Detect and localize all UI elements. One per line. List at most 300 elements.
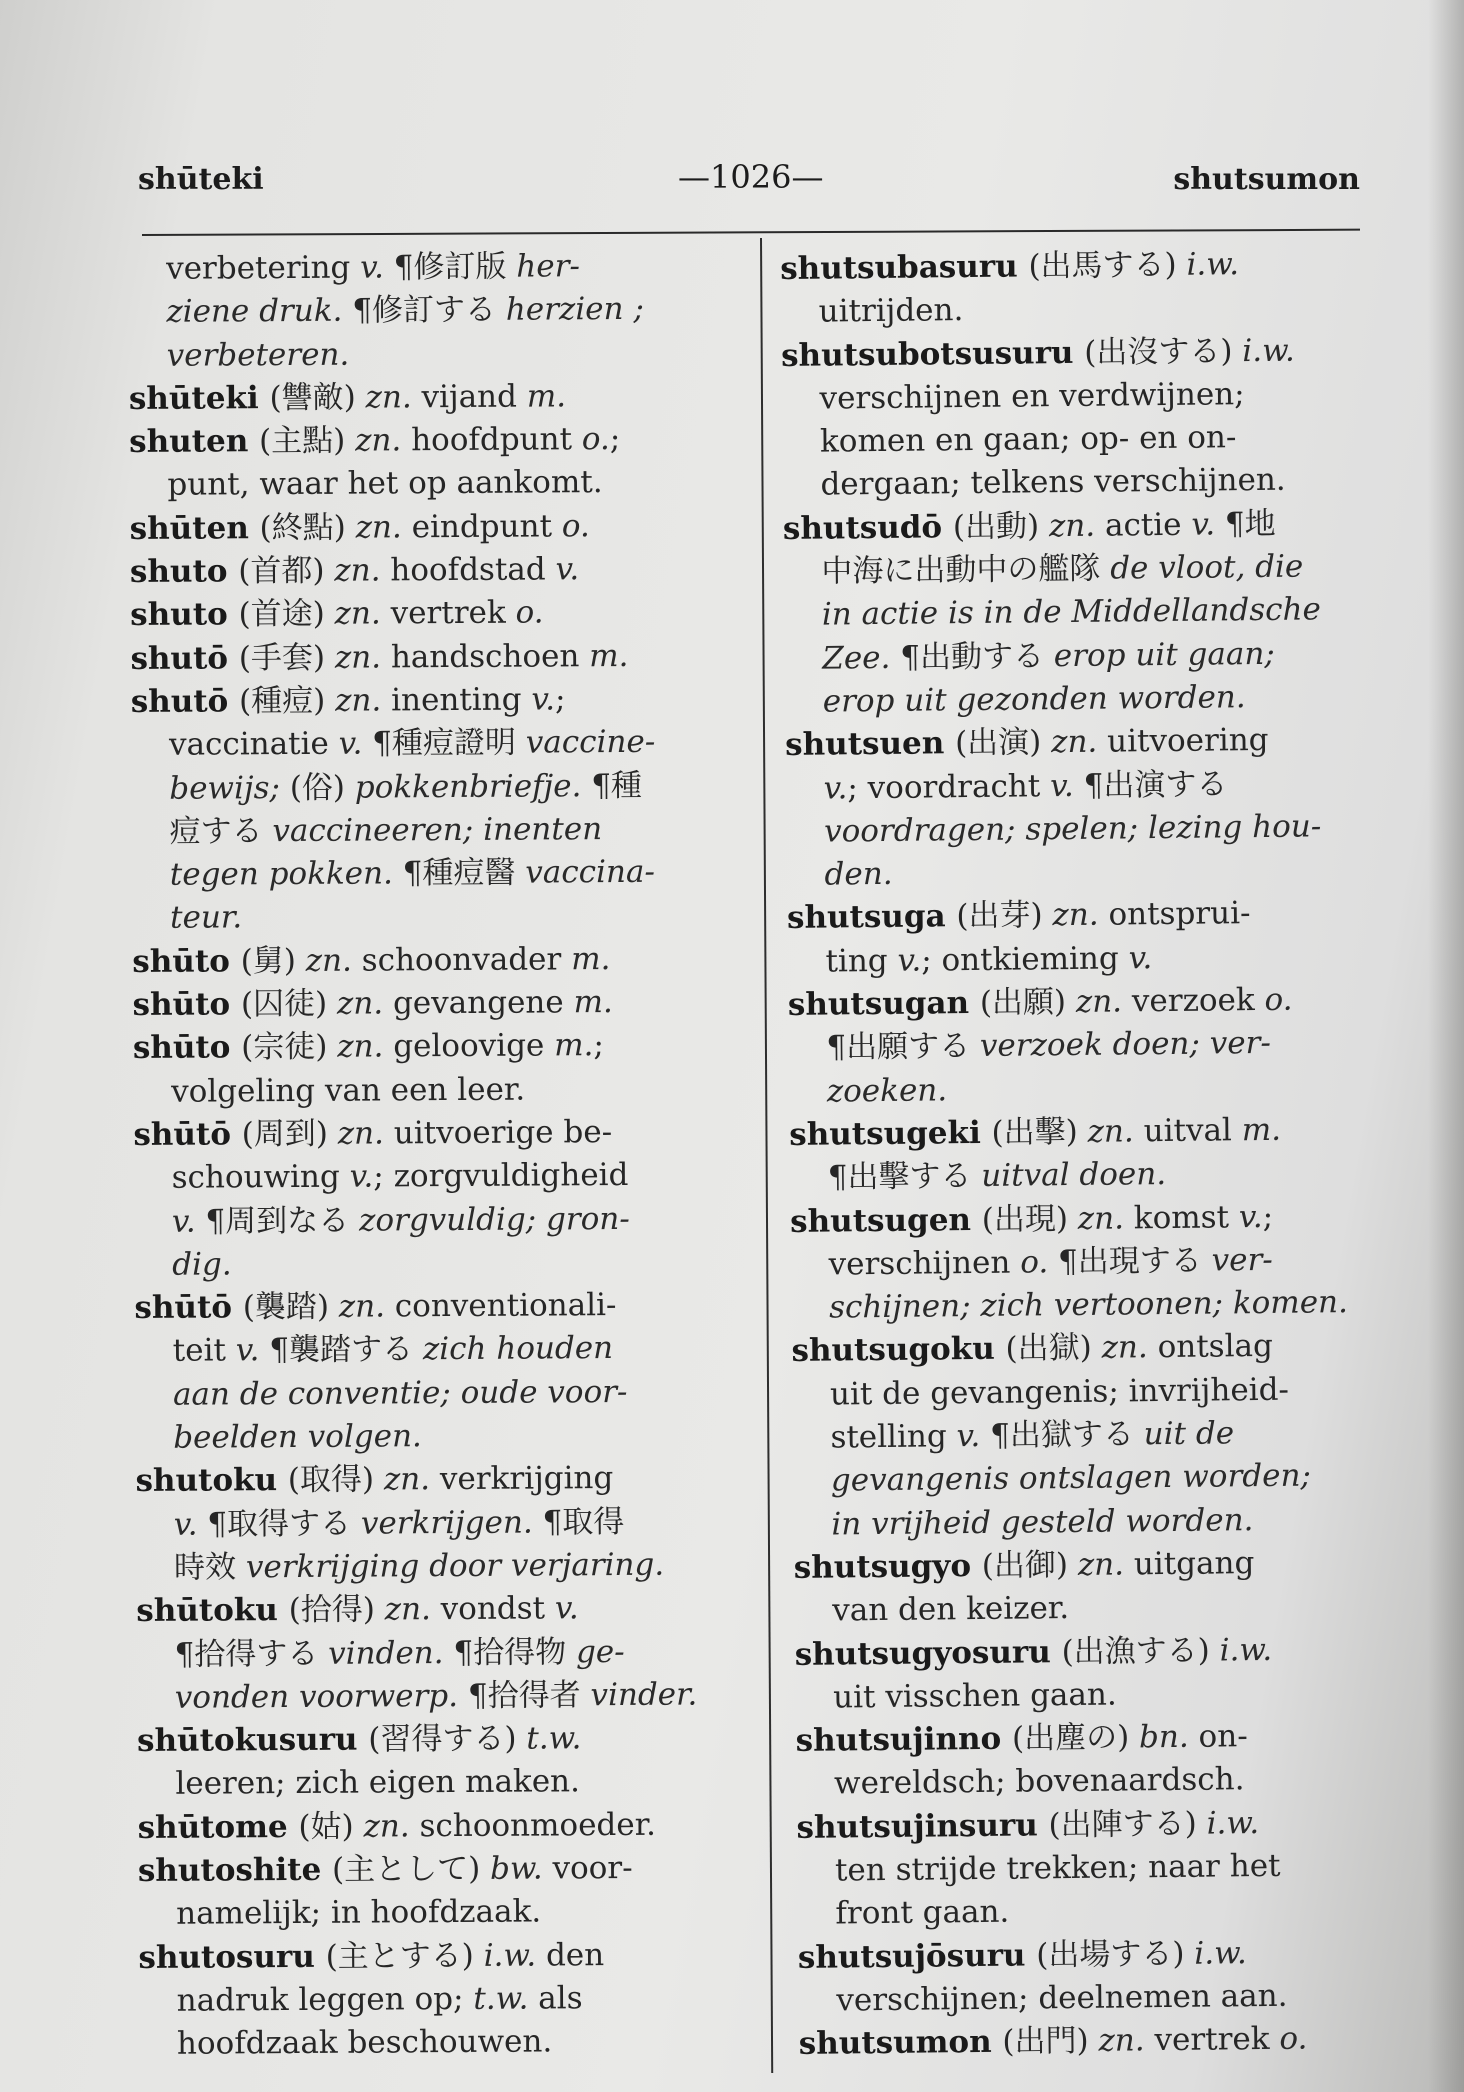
italic-text: bw. (489, 1850, 553, 1887)
text-segment: ; ontkieming (921, 940, 1129, 979)
dictionary-entry-line (785, 718, 1391, 768)
headword: shuto (129, 553, 239, 591)
left-column (128, 244, 757, 2066)
text-segment: ¶地 (1224, 505, 1276, 543)
text-segment: on- (1198, 1718, 1248, 1755)
italic-text: zich houden (422, 1330, 614, 1368)
text-segment: vertrek (390, 595, 516, 632)
italic-text: zorgvuldig; gron- (358, 1200, 630, 1239)
dictionary-entry-line (132, 980, 750, 1027)
italic-text: v. (1049, 767, 1084, 804)
italic-text: zn. (384, 1591, 441, 1628)
italic-text: v. (1238, 1198, 1263, 1235)
text-segment: (出塵の) (1011, 1719, 1140, 1757)
italic-text: zn. (1050, 723, 1108, 761)
text-segment: (取得) (287, 1461, 385, 1499)
headword: shūteki (128, 380, 270, 417)
text-segment: ¶出願する (826, 1028, 981, 1066)
text-segment: (出獄) (1005, 1330, 1102, 1368)
italic-text: i.w. (1206, 1804, 1260, 1842)
headword: shuto (130, 596, 239, 634)
italic-text: in vrijheid gesteld worden. (831, 1501, 1254, 1543)
text-segment: als (538, 1980, 583, 2017)
italic-text: t.w. (526, 1720, 582, 1757)
dictionary-continuation-line (139, 1976, 757, 2023)
italic-text: zoeken. (826, 1071, 948, 1110)
headword: shutsubotsusuru (780, 334, 1085, 374)
text-segment: (出願) (979, 983, 1077, 1021)
dictionary-entry-line (799, 2017, 1405, 2067)
dictionary-entry-line (783, 501, 1389, 551)
text-segment: uit visschen gaan. (832, 1676, 1117, 1716)
italic-text: teur. (169, 899, 243, 937)
text-segment: vondst (440, 1590, 556, 1628)
text-segment: volgeling van een leer. (171, 1071, 526, 1110)
text-segment: (主點) (258, 422, 356, 460)
text-segment: dergaan; telkens verschijnen. (820, 462, 1286, 504)
dictionary-continuation-line (793, 1497, 1399, 1547)
text-segment: nadruk leggen op; (176, 1980, 474, 2019)
italic-text: o. (1279, 2020, 1308, 2058)
italic-text: zn. (334, 595, 391, 633)
italic-text: v. (338, 725, 373, 762)
text-segment: vijand (421, 378, 527, 416)
headword: shūtome (137, 1808, 299, 1846)
headword: shūto (132, 1029, 242, 1067)
dictionary-continuation-line (132, 894, 750, 941)
dictionary-continuation-line (137, 1673, 755, 1720)
right-column (780, 242, 1405, 2067)
page-number: —1026— (678, 158, 824, 196)
text-segment: voor- (552, 1849, 633, 1887)
dictionary-entry-line (133, 1110, 751, 1157)
italic-text: m. (573, 984, 613, 1021)
text-segment: (出門) (1002, 2022, 1099, 2060)
italic-text: m. (1241, 1111, 1282, 1149)
text-segment: (出馬する) (1028, 246, 1187, 285)
italic-text: erop uit gezonden worden. (822, 679, 1246, 720)
italic-text: o. (1264, 981, 1293, 1019)
italic-text: v. (1191, 506, 1226, 543)
text-segment: stelling (830, 1418, 957, 1456)
dictionary-entry-line (133, 1024, 751, 1071)
text-segment: (出擊) (991, 1113, 1088, 1151)
italic-text: m. (554, 1027, 594, 1064)
text-segment: verkrijging (439, 1460, 614, 1498)
dictionary-entry-line (781, 328, 1387, 378)
italic-text: zn. (1087, 1113, 1144, 1150)
italic-text: o. (581, 421, 610, 458)
text-segment: van den keizer. (832, 1590, 1070, 1629)
text-segment: conventionali- (394, 1287, 617, 1325)
headword: shutō (130, 683, 240, 720)
text-segment: (出沒する) (1084, 332, 1243, 371)
text-segment: (種痘) (238, 682, 336, 720)
text-segment: verschijnen en verdwijnen; (819, 376, 1245, 417)
text-segment: 痘する (169, 812, 273, 850)
text-segment: ¶出擊する (827, 1158, 982, 1196)
dictionary-continuation-line (786, 848, 1392, 898)
dictionary-continuation-line (790, 1151, 1396, 1201)
italic-text: zn. (1101, 1329, 1158, 1367)
italic-text: zn. (355, 422, 412, 459)
text-segment: vertrek (1154, 2021, 1280, 2059)
headword: shūtokusuru (137, 1721, 369, 1760)
text-segment: (襲踏) (242, 1288, 339, 1326)
text-segment: wereldsch; bovenaardsch. (833, 1761, 1245, 1802)
italic-text: v. (173, 1506, 208, 1543)
text-segment: (首都) (238, 552, 335, 590)
dictionary-entry-line (134, 1283, 752, 1330)
text-segment: hoofdstad (390, 551, 556, 589)
text-segment: uitrijden. (818, 292, 964, 330)
italic-text: herzien ; (505, 291, 644, 328)
dictionary-entry-line (795, 1714, 1401, 1764)
dictionary-continuation-line (780, 285, 1386, 335)
dictionary-continuation-line (782, 415, 1388, 465)
text-segment: ¶出獄する (989, 1416, 1144, 1454)
text-segment: ¶取得 (542, 1503, 625, 1541)
italic-text: zn. (337, 1115, 394, 1152)
italic-text: v. (1128, 939, 1153, 977)
italic-text: vinden. (328, 1634, 454, 1672)
italic-text: zn. (336, 985, 394, 1022)
dictionary-entry-line (135, 1457, 753, 1504)
text-segment: vaccinatie (168, 725, 339, 764)
text-segment: ¶種痘醫 (402, 854, 526, 892)
dictionary-continuation-line (792, 1411, 1398, 1461)
dictionary-continuation-line (786, 804, 1392, 854)
headword: shūtō (134, 1289, 243, 1327)
text-segment: ¶拾得者 (467, 1676, 591, 1714)
dictionary-entry-line (130, 634, 748, 681)
italic-text: zn. (383, 1461, 441, 1498)
text-segment: verschijnen (828, 1244, 1021, 1283)
italic-text: dig. (172, 1246, 232, 1283)
dictionary-entry-line (791, 1324, 1397, 1374)
italic-text: v. (360, 249, 394, 286)
dictionary-continuation-line (128, 244, 746, 291)
italic-text: i.w. (1194, 1934, 1247, 1972)
left-running-headword: shūteki (138, 162, 264, 197)
text-segment: (讐敵) (269, 379, 366, 417)
italic-text: v. (171, 1203, 206, 1240)
text-segment: ten strijde trekken; naar het (834, 1847, 1281, 1889)
text-segment: ; voordracht (847, 767, 1051, 806)
italic-text: erop uit gaan; (1053, 635, 1275, 674)
headword: shutsuga (786, 898, 957, 937)
dictionary-continuation-line (788, 1021, 1394, 1071)
dictionary-continuation-line (785, 675, 1391, 725)
text-segment: (出場する) (1036, 1935, 1195, 1973)
text-segment: (首途) (238, 596, 335, 633)
headword: shutsuen (785, 725, 956, 764)
dictionary-continuation-line (134, 1153, 752, 1200)
text-segment: eindpunt (411, 508, 562, 546)
text-segment: (囚徒) (240, 985, 338, 1023)
italic-text: ge- (575, 1633, 625, 1670)
italic-text: uitval doen. (981, 1156, 1167, 1195)
dictionary-entry-line (789, 1108, 1395, 1158)
italic-text: bn. (1138, 1718, 1199, 1756)
italic-text: zn. (1048, 507, 1106, 544)
dictionary-continuation-line (782, 458, 1388, 508)
page-header (138, 158, 1360, 208)
italic-text: pokkenbriefje. (354, 767, 592, 806)
headword: shūtoku (136, 1592, 289, 1630)
dictionary-continuation-line (129, 331, 747, 378)
italic-text: vaccineeren; inenten (272, 810, 603, 849)
headword: shutō (130, 640, 239, 677)
text-segment: (主として) (331, 1850, 491, 1888)
dictionary-continuation-line (791, 1281, 1397, 1331)
text-segment: ontsprui- (1108, 895, 1251, 934)
dictionary-continuation-line (796, 1757, 1402, 1807)
text-segment: (出動) (952, 507, 1050, 545)
dictionary-continuation-line (797, 1844, 1403, 1894)
italic-text: ver- (1211, 1241, 1273, 1279)
headword: shutsugyosuru (794, 1633, 1062, 1673)
italic-text: v. (823, 769, 848, 807)
italic-text: zn. (1077, 1199, 1135, 1237)
italic-text: uit de (1143, 1415, 1235, 1453)
dictionary-entry-line (130, 547, 748, 594)
text-segment: komen en gaan; op- en on- (819, 419, 1237, 460)
italic-text: o. (561, 507, 590, 545)
dictionary-entry-line (138, 1803, 756, 1850)
dictionary-entry-line (131, 677, 749, 724)
text-segment: ¶周到なる (205, 1202, 360, 1240)
dictionary-continuation-line (781, 372, 1387, 422)
dictionary-continuation-line (133, 1067, 751, 1114)
text-segment: (出漁する) (1061, 1631, 1220, 1670)
italic-text: t.w. (473, 1980, 539, 2017)
right-running-headword: shutsumon (1173, 162, 1360, 197)
text-segment: (習得する) (368, 1720, 527, 1758)
italic-text: zn. (363, 1807, 420, 1845)
dictionary-continuation-line (794, 1584, 1400, 1634)
dictionary-continuation-line (138, 1889, 756, 1936)
dictionary-entry-line (130, 591, 748, 638)
dictionary-entry-line (788, 978, 1394, 1028)
italic-text: i.w. (483, 1937, 547, 1974)
dictionary-entry-line (796, 1800, 1402, 1850)
italic-text: v. (554, 1590, 579, 1627)
text-segment: punt, waar het op aankomt. (167, 464, 603, 504)
dictionary-continuation-line (789, 1064, 1395, 1114)
text-segment: front gaan. (835, 1893, 1010, 1932)
italic-text: vinder. (590, 1676, 698, 1713)
dictionary-continuation-line (135, 1413, 753, 1460)
italic-text: v. (349, 1158, 374, 1195)
headword: shutsubasuru (780, 248, 1029, 287)
text-segment: ¶種痘證明 (372, 724, 526, 762)
text-segment: ¶種 (591, 767, 643, 804)
italic-text: voordragen; spelen; lezing hou- (823, 808, 1322, 850)
text-segment: hoofdzaak beschouwen. (176, 2023, 553, 2062)
text-segment: ¶襲踏する (269, 1331, 424, 1369)
dictionary-continuation-line (793, 1454, 1399, 1504)
italic-text: v. (555, 551, 580, 588)
dictionary-continuation-line (135, 1327, 753, 1374)
italic-text: aan de conventie; oude voor- (172, 1373, 628, 1413)
italic-text: zn. (1075, 983, 1133, 1020)
text-segment: (俗) (289, 769, 355, 806)
dictionary-continuation-line (139, 2019, 757, 2066)
text-segment: uitvoering (1106, 722, 1269, 760)
dictionary-continuation-line (797, 1887, 1403, 1937)
text-segment: actie (1104, 506, 1192, 544)
italic-text: v. (531, 681, 556, 718)
text-segment: verzoek (1131, 982, 1265, 1020)
text-segment: schoonmoeder. (419, 1806, 657, 1844)
dictionary-continuation-line (795, 1670, 1401, 1720)
dictionary-entry-line (130, 504, 748, 551)
dictionary-continuation-line (784, 588, 1390, 638)
dictionary-continuation-line (787, 934, 1393, 984)
dictionary-continuation-line (129, 461, 747, 508)
text-segment: uit de gevangenis; invrijheid- (829, 1371, 1290, 1413)
italic-text: zn. (1052, 897, 1109, 934)
italic-text: bewijs; (169, 769, 290, 807)
italic-text: zn. (337, 1028, 394, 1066)
text-segment: ontslag (1157, 1328, 1274, 1366)
italic-text: Zee. (822, 639, 901, 677)
italic-text: vonden voorwerp. (174, 1677, 469, 1716)
headword: shutsudō (782, 508, 954, 547)
dictionary-continuation-line (798, 1973, 1404, 2023)
italic-text: zn. (1098, 2022, 1155, 2059)
text-segment: hoofdpunt (411, 421, 582, 459)
text-segment: (出演) (954, 724, 1052, 762)
headword: shūtō (133, 1116, 242, 1153)
dictionary-continuation-line (792, 1367, 1398, 1417)
italic-text: verkrijgen. (360, 1504, 543, 1542)
text-segment: ¶拾得物 (453, 1633, 577, 1671)
headword: shutsugan (787, 984, 981, 1024)
header-rule (142, 229, 1360, 236)
dictionary-entry-line (798, 1930, 1404, 1980)
dictionary-entry-line (129, 374, 747, 421)
headword: shutoshite (137, 1851, 333, 1889)
italic-text: de vloot, die (1110, 548, 1304, 587)
italic-text: i.w. (1186, 246, 1240, 283)
text-segment: (周到) (241, 1115, 338, 1153)
italic-text: m. (571, 940, 611, 978)
dictionary-continuation-line (136, 1630, 754, 1677)
italic-text: gevangenis ontslagen worden; (830, 1457, 1312, 1499)
text-segment: ¶修訂する (352, 291, 506, 329)
italic-text: verbeteren. (166, 336, 350, 374)
italic-text: zn. (334, 639, 392, 676)
italic-text: zn. (1077, 1546, 1135, 1583)
italic-text: den. (824, 856, 893, 893)
text-segment: inenting (391, 681, 532, 719)
italic-text: zn. (365, 379, 422, 416)
dictionary-continuation-line (785, 761, 1391, 811)
dictionary-entry-line (136, 1586, 754, 1633)
italic-text: verkrijging door verjaring. (245, 1546, 665, 1586)
text-segment: (出御) (981, 1546, 1079, 1584)
text-segment: ¶出演する (1083, 765, 1228, 804)
dictionary-continuation-line (790, 1237, 1396, 1287)
dictionary-continuation-line (131, 720, 749, 767)
italic-text: vaccina- (525, 853, 655, 891)
italic-text: m. (526, 378, 567, 415)
headword: shutsugyo (793, 1547, 982, 1586)
italic-text: i.w. (1242, 332, 1295, 369)
text-segment: (出陣する) (1048, 1805, 1207, 1843)
text-segment: schoonvader (361, 941, 572, 979)
text-segment: leeren; zich eigen maken. (175, 1763, 581, 1803)
italic-text: her- (516, 248, 581, 285)
text-segment: (終點) (259, 509, 356, 546)
text-segment: schouwing (171, 1158, 350, 1196)
headword: shutsugoku (791, 1331, 1006, 1370)
dictionary-continuation-line (132, 850, 750, 897)
text-segment: komst (1133, 1198, 1240, 1236)
italic-text: zn. (305, 942, 362, 979)
text-segment: (手套) (238, 639, 335, 677)
italic-text: verzoek doen; ver- (979, 1025, 1272, 1065)
text-segment: (姑) (298, 1808, 364, 1845)
headword: shuten (129, 423, 260, 461)
text-segment: ; (1262, 1198, 1274, 1235)
headword: shutsujinno (795, 1720, 1013, 1760)
dictionary-continuation-line (783, 545, 1389, 595)
text-segment: ting (825, 942, 898, 980)
text-segment: teit (172, 1332, 236, 1370)
text-segment: ; (554, 681, 566, 718)
italic-text: in actie is in de Middellandsche (821, 591, 1322, 633)
headword: shūten (129, 509, 260, 547)
italic-text: ziene druk. (166, 292, 353, 331)
dictionary-entry-line (138, 1933, 756, 1980)
text-segment: ¶取得する (207, 1505, 362, 1543)
text-segment: (出現) (981, 1200, 1078, 1238)
headword: shūto (132, 943, 241, 980)
text-segment: ; (609, 421, 621, 458)
italic-text: v. (956, 1417, 991, 1455)
text-segment: den (545, 1936, 605, 1974)
dictionary-continuation-line (134, 1197, 752, 1244)
text-segment: geloovige (393, 1027, 555, 1065)
text-segment: ¶出動する (900, 637, 1055, 676)
italic-text: tegen pokken. (169, 855, 403, 893)
dictionary-entry-line (790, 1194, 1396, 1244)
dictionary-continuation-line (136, 1543, 754, 1590)
dictionary-continuation-line (131, 764, 749, 811)
text-segment: (舅) (240, 942, 306, 980)
text-segment: ; zorgvuldigheid (373, 1157, 629, 1195)
headword: shutsugeki (789, 1114, 992, 1153)
headword: shutsujōsuru (797, 1936, 1037, 1976)
dictionary-continuation-line (784, 631, 1390, 681)
text-segment: uitgang (1133, 1545, 1255, 1583)
dictionary-continuation-line (137, 1760, 755, 1807)
dictionary-entry-line (132, 937, 750, 984)
dictionary-entry-line (780, 242, 1386, 292)
headword: shutsugen (790, 1201, 982, 1240)
text-segment: ¶出現する (1057, 1242, 1212, 1280)
text-segment: ; (593, 1027, 604, 1064)
dictionary-continuation-line (135, 1370, 753, 1417)
headword: shutsujinsuru (796, 1806, 1049, 1846)
text-segment: 中海に出動中の艦隊 (821, 550, 1111, 590)
italic-text: zn. (338, 1288, 395, 1325)
headword: shutsumon (798, 2023, 1003, 2063)
dictionary-entry-line (129, 417, 747, 464)
